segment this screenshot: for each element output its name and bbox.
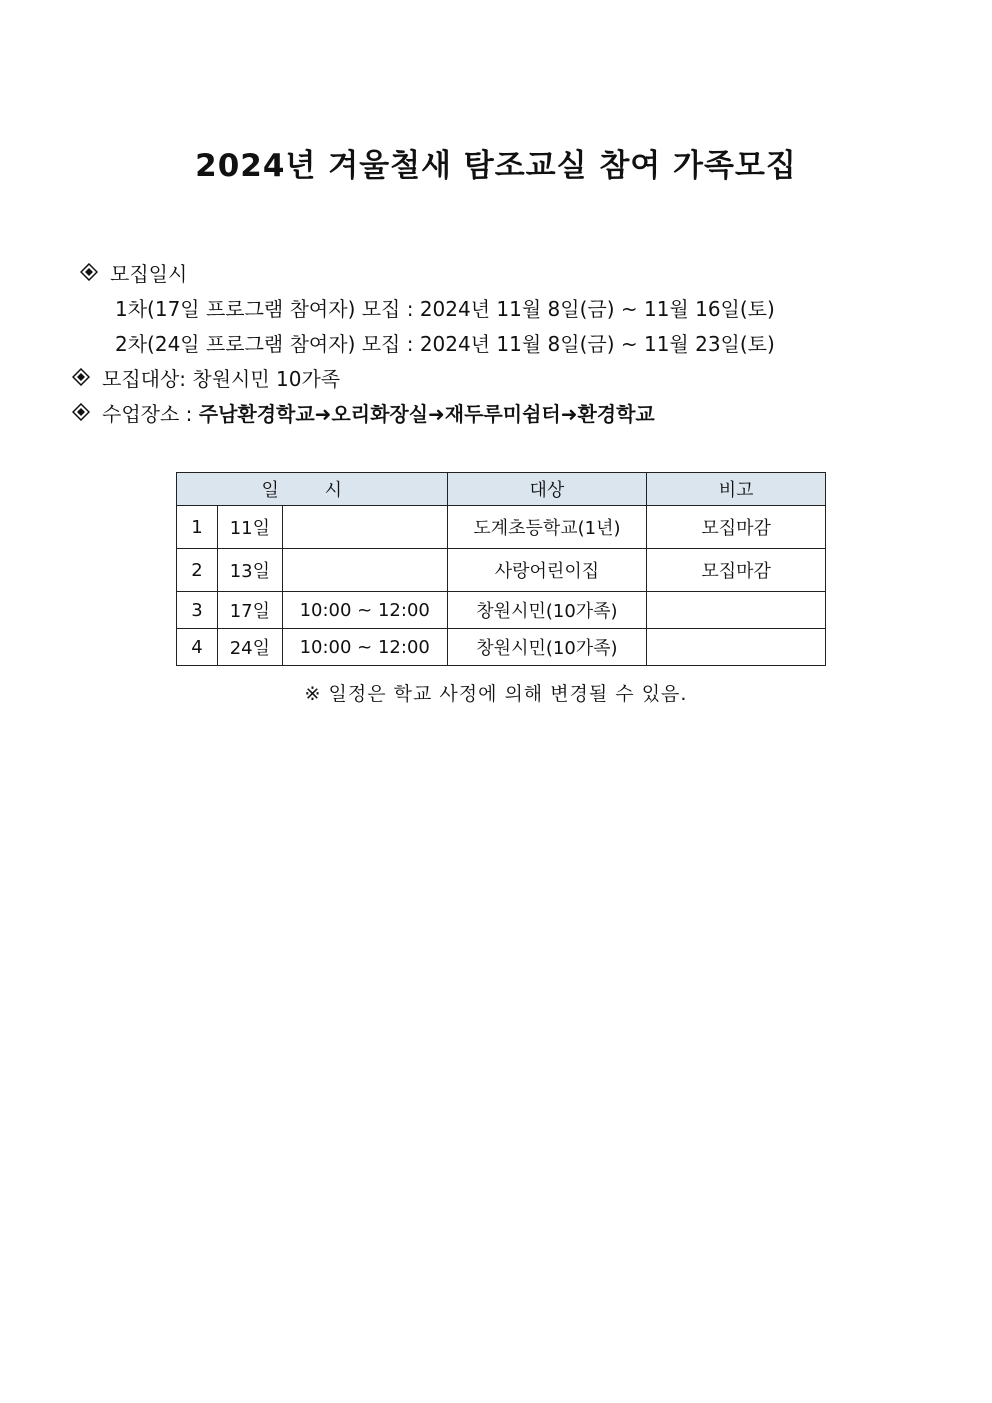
- recruit-round2: 2차(24일 프로그램 참여자) 모집 : 2024년 11월 8일(금) ~ 11월 23일(토): [115, 332, 775, 356]
- row-target: 도계초등학교(1년): [447, 506, 647, 549]
- row-time: 10:00 ~ 12:00: [282, 629, 447, 666]
- header-datetime: 일 시: [177, 473, 448, 506]
- recruit-period-heading-line: [80, 258, 187, 287]
- header-note: 비고: [647, 473, 826, 506]
- table-row: [177, 549, 826, 592]
- venue-route: 주남환경학교➜오리화장실➜재두루미쉼터➜환경학교: [198, 402, 655, 426]
- table-row: [177, 592, 826, 629]
- target-label: 모집대상:: [102, 367, 187, 391]
- row-date: 24일: [217, 629, 282, 666]
- recruit-target-line: [72, 363, 340, 392]
- row-number: 2: [177, 549, 218, 592]
- row-note: 모집마감: [647, 549, 826, 592]
- row-target: 창원시민(10가족): [447, 592, 647, 629]
- venue-line: [72, 398, 655, 427]
- row-target: 사랑어린이집: [447, 549, 647, 592]
- table-row: [177, 629, 826, 666]
- table-row: [177, 506, 826, 549]
- row-note: [647, 629, 826, 666]
- target-value: 창원시민 10가족: [192, 367, 341, 391]
- row-number: 1: [177, 506, 218, 549]
- row-target: 창원시민(10가족): [447, 629, 647, 666]
- row-time: 10:00 ~ 12:00: [282, 592, 447, 629]
- row-note: [647, 592, 826, 629]
- row-number: 3: [177, 592, 218, 629]
- footnote: ※ 일정은 학교 사정에 의해 변경될 수 있음.: [304, 683, 688, 705]
- diamond-bullet-icon: [72, 402, 90, 426]
- recruit-round1: 1차(17일 프로그램 참여자) 모집 : 2024년 11월 8일(금) ~ 11월 16일(토): [115, 297, 775, 321]
- row-date: 17일: [217, 592, 282, 629]
- diamond-bullet-icon: [80, 262, 98, 286]
- table-header-row: [177, 473, 826, 506]
- venue-label: 수업장소 :: [102, 402, 193, 426]
- header-target: 대상: [447, 473, 647, 506]
- diamond-bullet-icon: [72, 367, 90, 391]
- recruit-period-heading: 모집일시: [110, 262, 188, 286]
- row-note: 모집마감: [647, 506, 826, 549]
- row-date: 11일: [217, 506, 282, 549]
- page-title: 2024년 겨울철새 탐조교실 참여 가족모집: [195, 148, 797, 184]
- schedule-table: [176, 472, 826, 666]
- row-number: 4: [177, 629, 218, 666]
- row-time: [282, 549, 447, 592]
- row-date: 13일: [217, 549, 282, 592]
- row-time: [282, 506, 447, 549]
